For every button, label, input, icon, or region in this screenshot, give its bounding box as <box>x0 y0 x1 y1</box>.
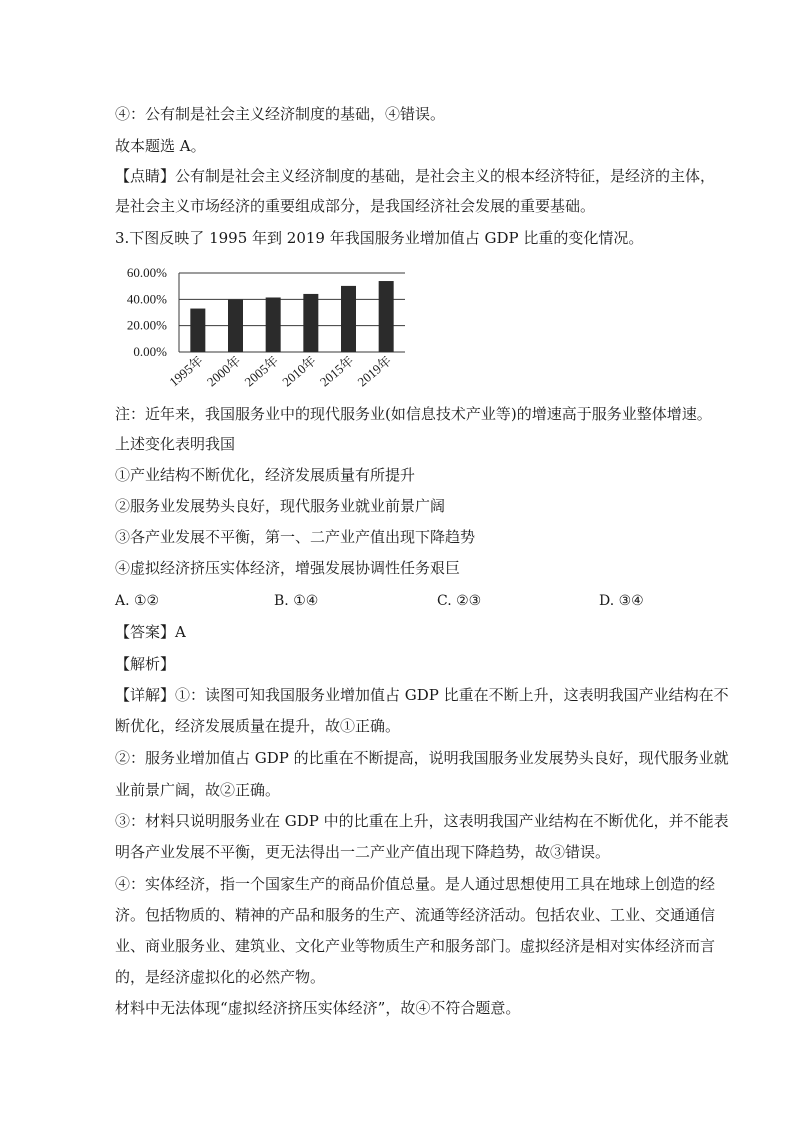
statement-3: ③各产业发展不平衡，第一、二产业产值出现下降趋势 <box>115 528 476 546</box>
x-tick-label: 2005年 <box>241 352 282 390</box>
y-tick-label: 40.00% <box>126 291 167 307</box>
bar <box>190 309 205 352</box>
note-line: 注：近年来，我国服务业中的现代服务业(如信息技术产业等)的增速高于服务业整体增速。 <box>115 405 712 423</box>
bar <box>341 286 356 352</box>
option-c: C. ②③ <box>437 593 482 609</box>
x-tick-label: 2010年 <box>279 352 319 390</box>
analysis-heading: 【解析】 <box>115 655 176 673</box>
text-line: 业前景广阔，故②正确。 <box>115 781 281 799</box>
text-line: 故本题选 A。 <box>115 137 206 155</box>
text-line: ③：材料只说明服务业在 GDP 中的比重在上升，这表明我国产业结构在不断优化，并不能表 <box>115 812 729 830</box>
option-d: D. ③④ <box>599 593 644 609</box>
text-line: 断优化，经济发展质量在提升，故①正确。 <box>115 717 401 735</box>
text-line: 济。包括物质的、精神的产品和服务的生产、流通等经济活动。包括农业、工业、交通通信 <box>115 906 716 924</box>
chart-y-ticks <box>127 265 167 359</box>
text-line: ④：公有制是社会主义经济制度的基础，④错误。 <box>115 105 446 123</box>
text-line: 【点睛】公有制是社会主义经济制度的基础，是社会主义的根本经济特征，是经济的主体， <box>115 167 716 185</box>
answer-line: 【答案】A <box>115 623 186 641</box>
y-tick-label: 20.00% <box>126 317 167 333</box>
text-line: 业、商业服务业、建筑业、文化产业等物质生产和服务部门。虚拟经济是相对实体经济而言 <box>115 937 716 955</box>
x-tick-label: 2000年 <box>203 352 244 390</box>
y-tick-label: 60.00% <box>126 265 167 280</box>
bar <box>266 297 281 352</box>
chart-x-labels <box>166 353 394 390</box>
text-line: 上述变化表明我国 <box>115 435 236 453</box>
x-tick-label: 1995年 <box>166 352 206 390</box>
bar <box>379 281 394 352</box>
x-tick-label: 2015年 <box>316 352 357 390</box>
bar <box>228 300 243 352</box>
statement-1: ①产业结构不断优化，经济发展质量有所提升 <box>115 466 416 484</box>
text-line: ④：实体经济，指一个国家生产的商品价值总量。是人通过思想使用工具在地球上创造的经 <box>115 875 716 893</box>
option-a: A. ①② <box>115 593 160 609</box>
statement-2: ②服务业发展势头良好，现代服务业就业前景广阔 <box>115 497 446 515</box>
chart-gridlines <box>179 273 405 352</box>
text-line: 材料中无法体现“虚拟经济挤压实体经济”，故④不符合题意。 <box>115 999 521 1017</box>
text-line: 【详解】①：读图可知我国服务业增加值占 GDP 比重在不断上升，这表明我国产业结构在不 <box>115 686 729 704</box>
y-tick-label: 0.00% <box>133 344 167 359</box>
text-line: 明各产业发展不平衡，更无法得出一二产业产值出现下降趋势，故③错误。 <box>115 843 611 861</box>
text-line: 的，是经济虚拟化的必然产物。 <box>115 968 326 986</box>
chart-bars <box>190 281 393 352</box>
bar <box>303 294 318 352</box>
option-b: B. ①④ <box>274 593 319 609</box>
text-line: ②：服务业增加值占 GDP 的比重在不断提高，说明我国服务业发展势头良好，现代服务业就 <box>115 749 729 767</box>
question-title: 3.下图反映了 1995 年到 2019 年我国服务业增加值占 GDP 比重的变化情况。 <box>115 229 644 247</box>
text-line: 是社会主义市场经济的重要组成部分，是我国经济社会发展的重要基础。 <box>115 197 596 215</box>
statement-4: ④虚拟经济挤压实体经济，增强发展协调性任务艰巨 <box>115 559 461 577</box>
x-tick-label: 2019年 <box>354 352 395 390</box>
bar-chart <box>113 258 413 398</box>
